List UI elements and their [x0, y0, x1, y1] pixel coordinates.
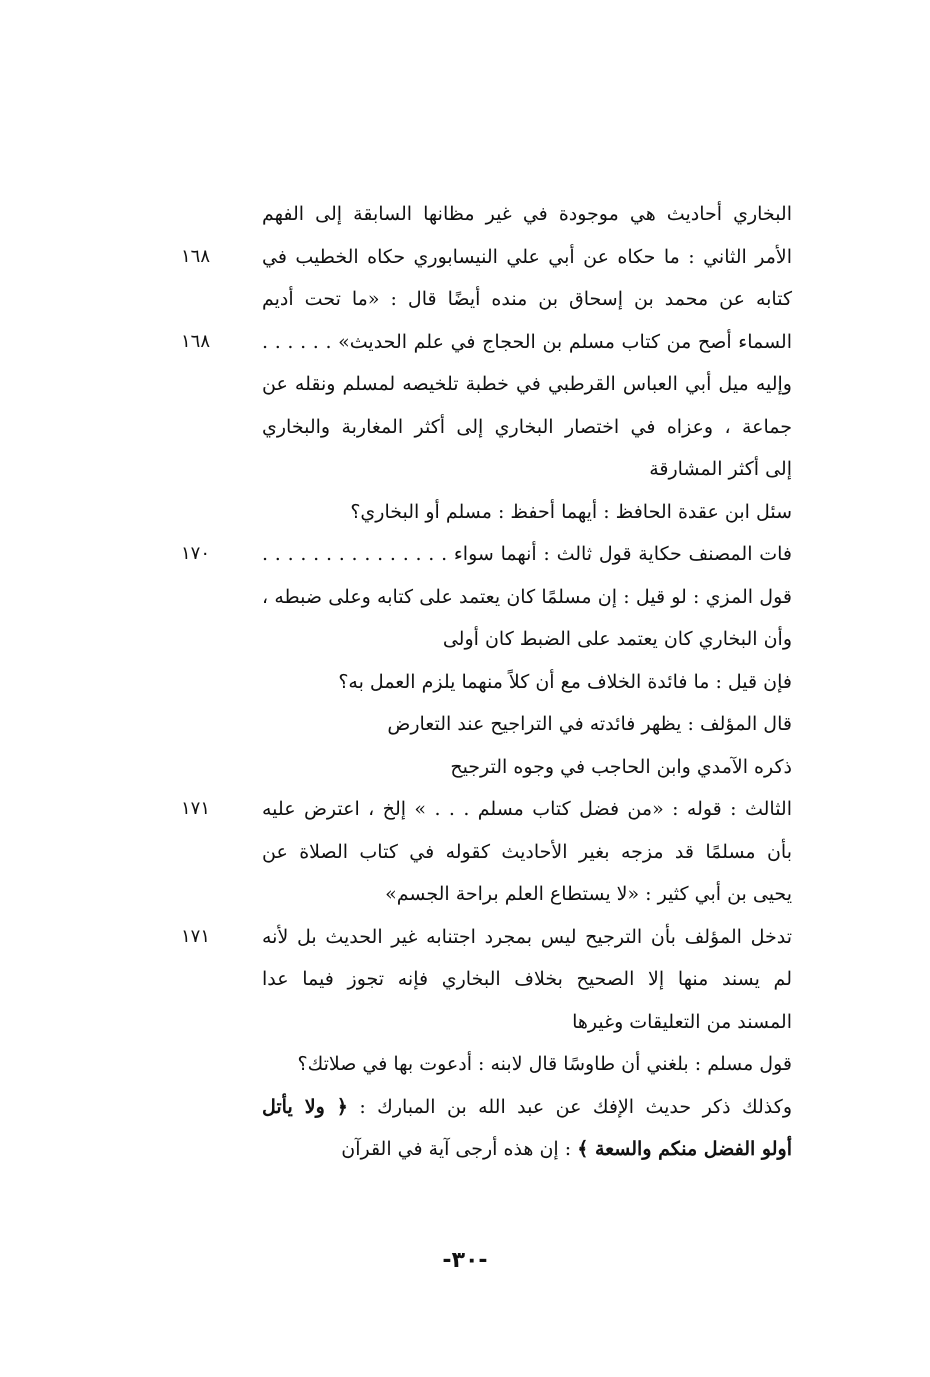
line-text: جماعة ، وعزاه في اختصار البخاري إلى أكثر المغاربة والبخاري	[262, 415, 792, 438]
quran-quote: ﴿ ولا يأتل	[262, 1095, 348, 1118]
index-line	[262, 363, 792, 406]
index-line	[262, 873, 792, 916]
index-line	[180, 321, 792, 364]
line-text: وإليه ميل أبي العباس القرطبي في خطبة تلخيصه لمسلم ونقله عن	[262, 373, 792, 395]
line-text: يحيى بن أبي كثير : «لا يستطاع العلم براحة الجسم»	[385, 883, 792, 905]
line-text: المسند من التعليقات وغيرها	[572, 1010, 792, 1033]
line-text: فات المصنف حكاية قول ثالث : أنهما سواء . . . . . . . . . . . . . . .	[262, 543, 792, 565]
index-line	[262, 278, 792, 321]
line-text: البخاري أحاديث هي موجودة في غير مظانها السابقة إلى الفهم	[262, 203, 792, 225]
index-line	[262, 618, 792, 661]
line-text: بأن مسلمًا قد مزجه بغير الأحاديث كقوله في كتاب الصلاة عن	[262, 840, 792, 863]
quran-quote: أولو الفضل منكم والسعة ﴾	[577, 1138, 792, 1160]
line-text: سئل ابن عقدة الحافظ : أيهما أحفظ : مسلم أو البخاري؟	[350, 500, 792, 523]
line-text: فإن قيل : ما فائدة الخلاف مع أن كلاً منهما يلزم العمل به؟	[338, 670, 792, 693]
index-line	[262, 703, 792, 746]
page-reference: ١٧٠	[180, 543, 210, 564]
index-line	[262, 1001, 792, 1044]
index-line	[180, 533, 792, 576]
line-text: تدخل المؤلف بأن الترجيح ليس بمجرد اجتنابه غير الحديث بل لأنه	[262, 925, 792, 948]
line-text: كتابه عن محمد بن إسحاق بن منده أيضًا قال : «ما تحت أديم	[262, 288, 792, 310]
index-line	[262, 661, 792, 704]
index-line	[262, 406, 792, 449]
index-line	[262, 576, 792, 619]
index-line	[262, 831, 792, 874]
index-line	[180, 916, 792, 959]
index-line	[262, 958, 792, 1001]
index-line	[180, 236, 792, 279]
page-reference: ١٧١	[180, 798, 210, 819]
line-text: وأن البخاري كان يعتمد على الضبط كان أولى	[442, 628, 792, 650]
index-line	[262, 746, 792, 789]
line-text: قول مسلم : بلغني أن طاوسًا قال لابنه : أدعوت بها في صلاتك؟	[297, 1053, 792, 1075]
line-text: إلى أكثر المشارقة	[649, 458, 792, 480]
line-text: الأمر الثاني : ما حكاه عن أبي علي النيسابوري حكاه الخطيب في	[262, 245, 792, 268]
index-line	[262, 1086, 792, 1129]
index-line	[262, 491, 792, 534]
line-text: الثالث : قوله : «من فضل كتاب مسلم . . . » إلخ ، اعترض عليه	[262, 798, 792, 820]
index-line	[262, 1043, 792, 1086]
page-number: -٣٠-	[442, 1248, 488, 1273]
line-text: قول المزي : لو قيل : إن مسلمًا كان يعتمد على كتابه وعلى ضبطه ،	[262, 585, 792, 608]
index-line	[262, 193, 792, 236]
index-entries	[180, 193, 792, 1171]
line-text: وكذلك ذكر حديث الإفك عن عبد الله بن المبارك :	[359, 1095, 792, 1118]
line-text: قال المؤلف : يظهر فائدته في التراجيح عند التعارض	[387, 713, 792, 735]
line-text: : إن هذه أرجى آية في القرآن	[341, 1138, 578, 1160]
line-text: السماء أصح من كتاب مسلم بن الحجاج في علم الحديث» . . . . . .	[262, 330, 792, 353]
index-line	[180, 788, 792, 831]
page-reference: ١٧١	[180, 925, 210, 947]
line-text: ذكره الآمدي وابن الحاجب في وجوه الترجيح	[450, 755, 792, 778]
index-line	[262, 1128, 792, 1171]
line-text: لم يسند منها إلا الصحيح بخلاف البخاري فإنه تجوز فيما عدا	[262, 968, 792, 990]
page-reference: ١٦٨	[180, 330, 210, 352]
page-reference: ١٦٨	[180, 245, 210, 267]
index-line	[262, 448, 792, 491]
